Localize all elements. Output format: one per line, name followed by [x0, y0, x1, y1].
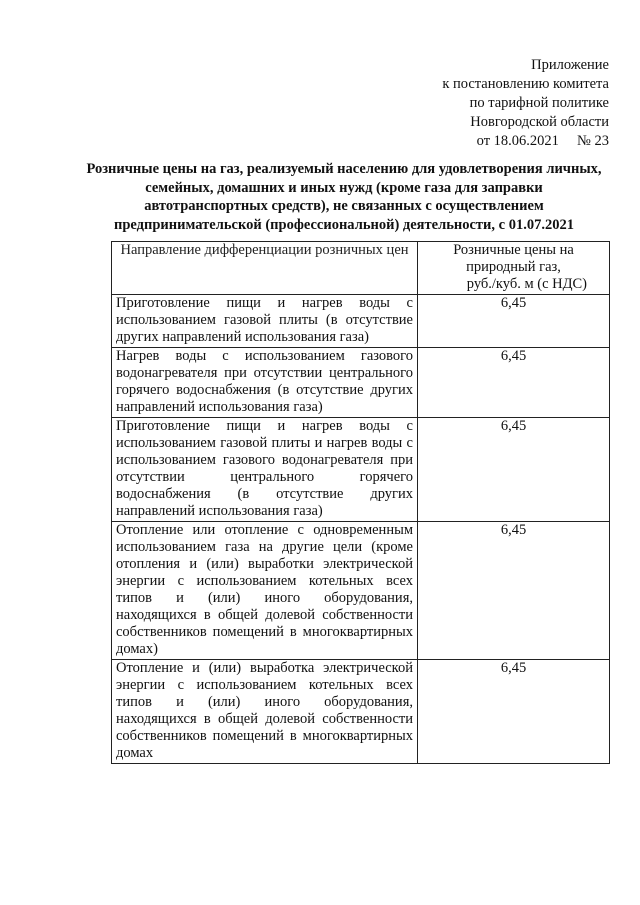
- row-price: 6,45: [418, 660, 610, 764]
- row-price: 6,45: [418, 348, 610, 418]
- row-price: 6,45: [418, 295, 610, 348]
- table-row: [112, 418, 610, 522]
- price-table: [111, 241, 610, 764]
- table-row: [112, 522, 610, 660]
- annex-header: [442, 56, 609, 151]
- header-price-line: руб./куб. м (с НДС): [466, 276, 587, 292]
- header-price-line: природный газ,: [466, 259, 561, 275]
- header-price-line: Розничные цены на: [453, 242, 574, 258]
- row-direction: Приготовление пищи и нагрев воды с использованием газовой плиты (в отсутствие других направлений использования газа): [112, 295, 418, 348]
- row-direction: Отопление или отопление с одновременным использованием газа на другие цели (кроме отопления и (или) выработки электрической энергии с использованием котельных всех типов и (или) иного оборудования, находящихся в общей долевой собственности собственников помещений в многоквартирных домах): [112, 522, 418, 660]
- annex-line: к постановлению комитета: [442, 76, 609, 92]
- annex-line: Новгородской области: [470, 114, 609, 130]
- row-price: 6,45: [418, 418, 610, 522]
- table-row: [112, 660, 610, 764]
- header-direction: Направление дифференциации розничных цен: [112, 242, 418, 295]
- annex-line: по тарифной политике: [469, 95, 609, 111]
- row-price: 6,45: [418, 522, 610, 660]
- annex-line: Приложение: [531, 57, 609, 73]
- table-row: [112, 295, 610, 348]
- header-price: [418, 242, 610, 295]
- row-direction: Отопление и (или) выработка электрической энергии с использованием котельных всех типов и (или) иного оборудования, находящихся в общей долевой собственности собственников помещений в многоквартирных домах: [112, 660, 418, 764]
- row-direction: Приготовление пищи и нагрев воды с использованием газовой плиты и нагрев воды с использованием газового водонагревателя при отсутствии центрального горячего водоснабжения (в отсутствие других направлений использования газа): [112, 418, 418, 522]
- annex-line: от 18.06.2021 № 23: [476, 133, 609, 149]
- table-row: [112, 348, 610, 418]
- table-header-row: [112, 242, 610, 295]
- row-direction: Нагрев воды с использованием газового водонагревателя при отсутствии центрального горячего водоснабжения (в отсутствие других направлений использования газа): [112, 348, 418, 418]
- document-title: Розничные цены на газ, реализуемый населению для удовлетворения личных, семейных, домашних и иных нужд (кроме газа для заправки автотранспортных средств), не связанных с осуществлением предпринимательской (профессиональной) деятельности, с 01.07.2021: [86, 161, 602, 233]
